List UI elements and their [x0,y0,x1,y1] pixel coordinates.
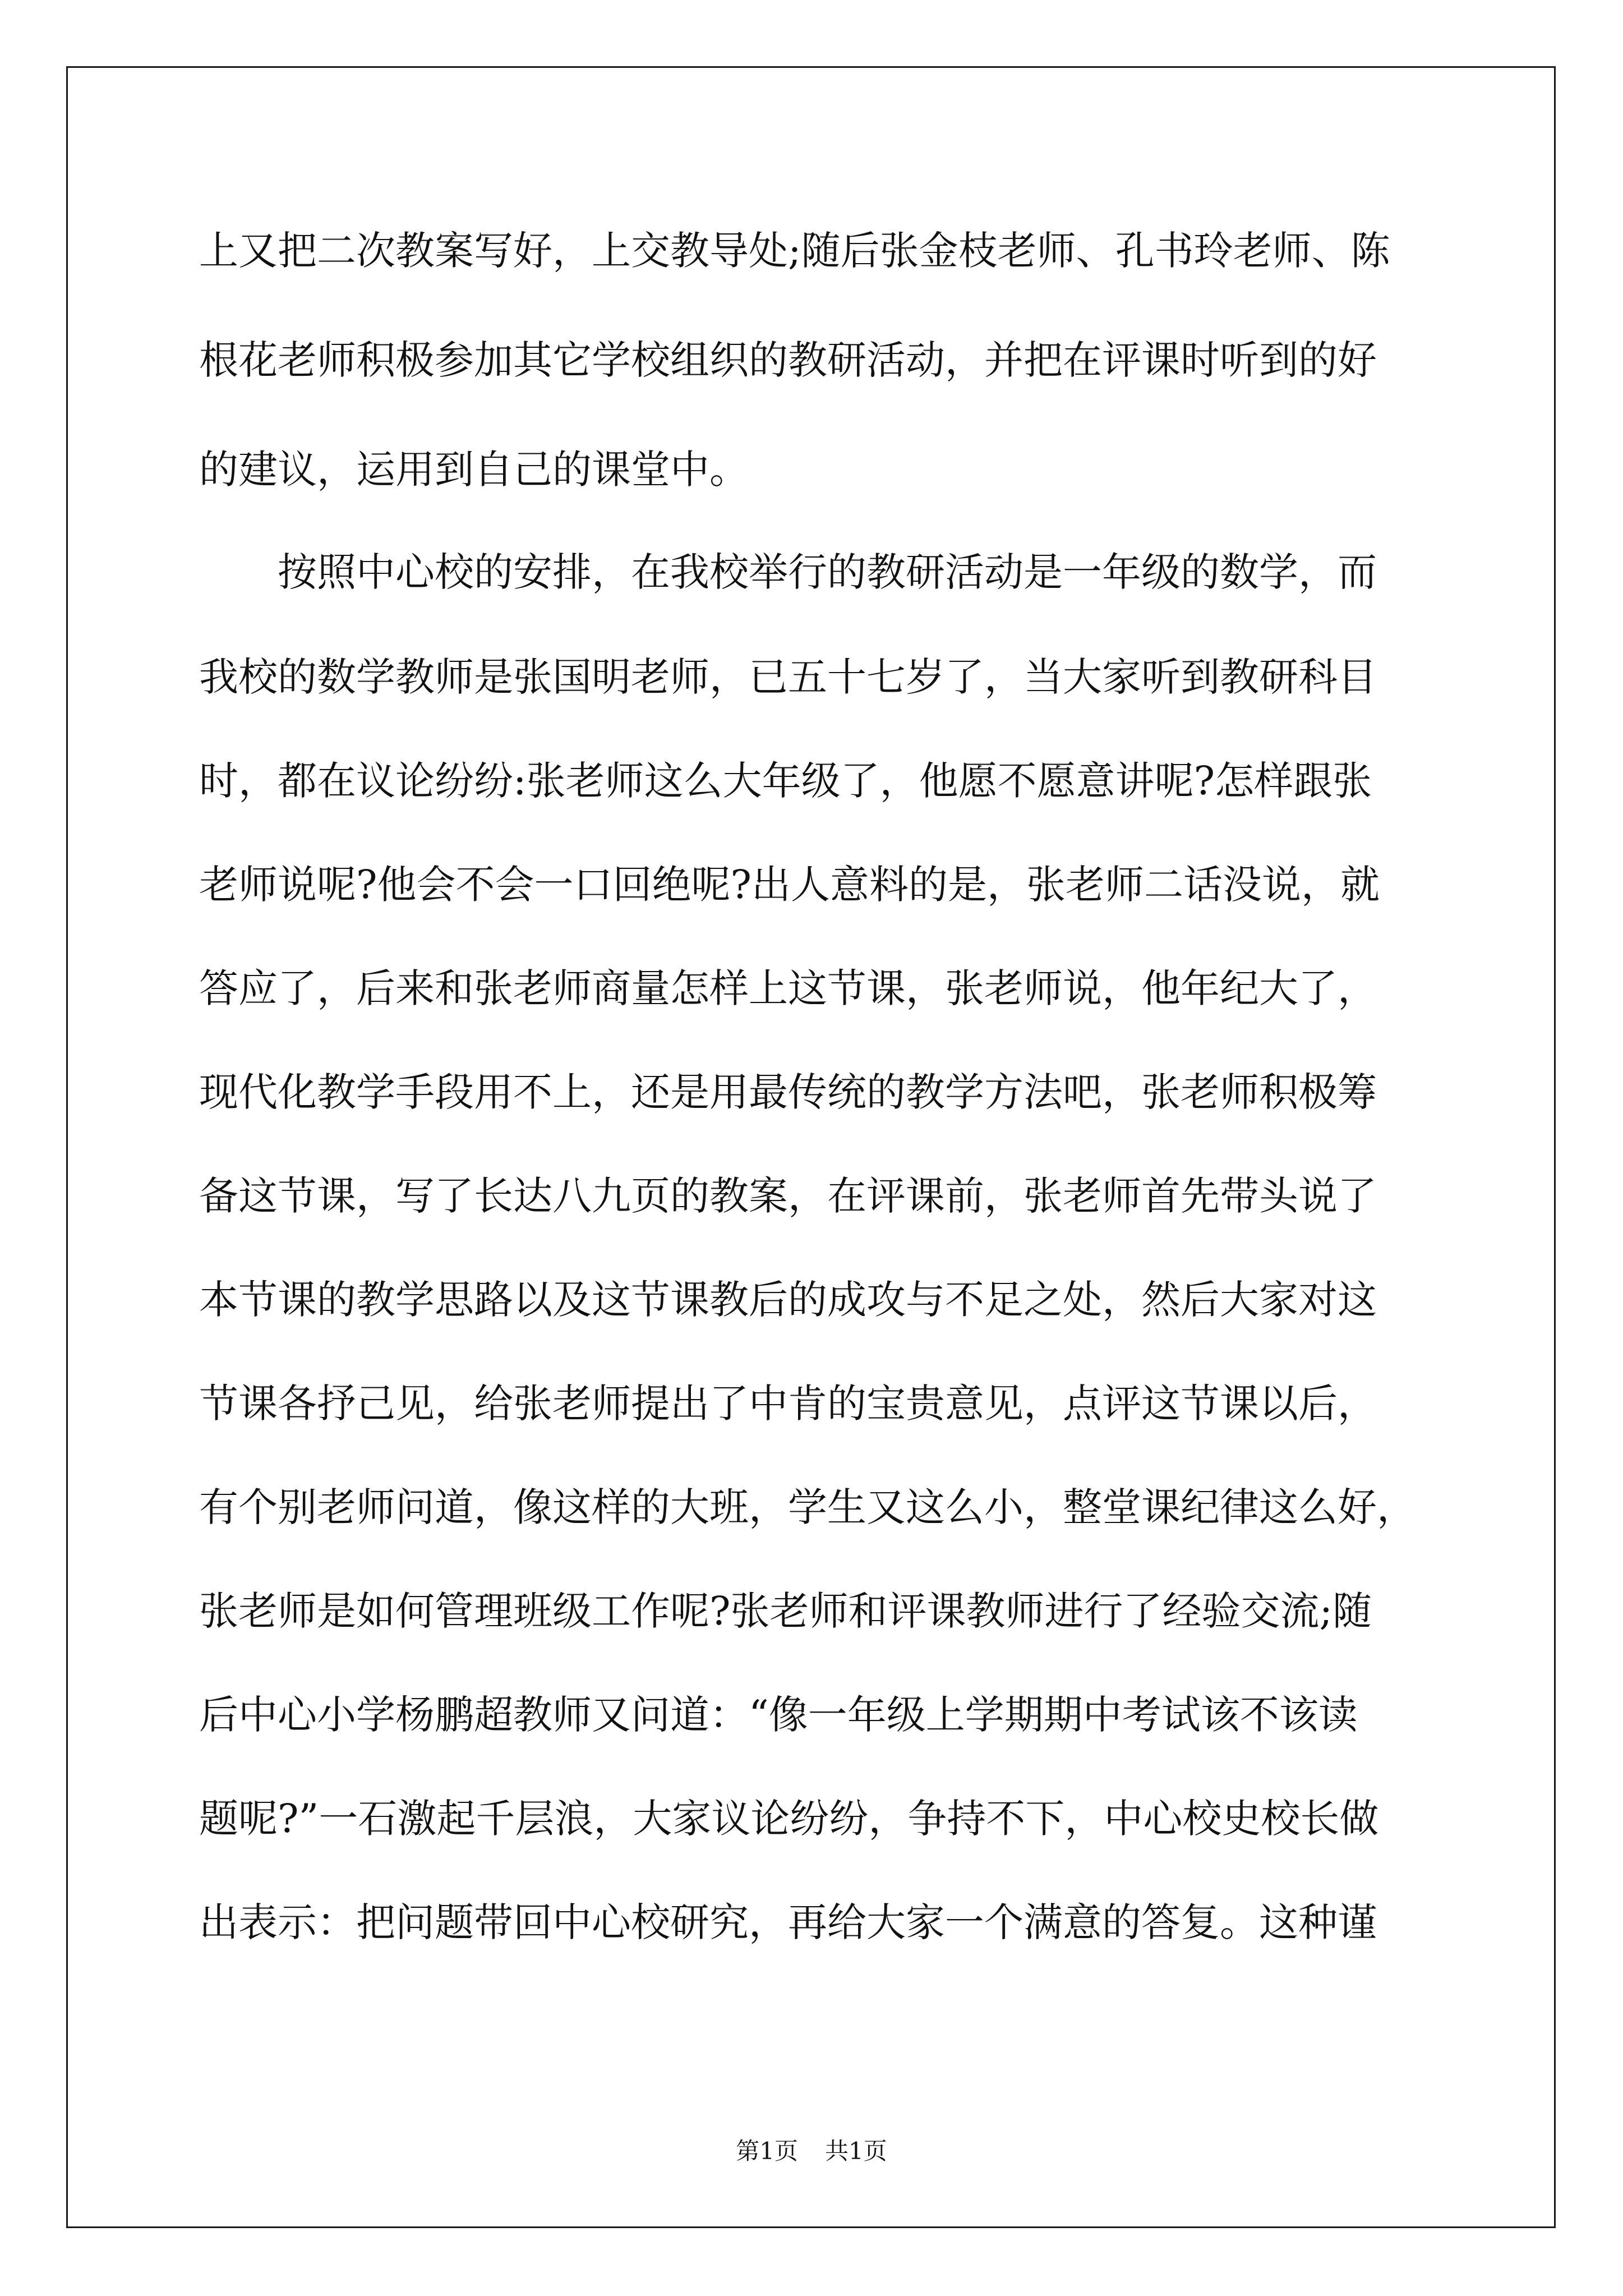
body-line-4: 按照中心校的安排，在我校举行的教研活动是一年级的数学，而 [278,549,1377,595]
body-line-13: 有个别老师问道，像这样的大班，学生又这么小，整堂课纪律这么好， [199,1484,1416,1530]
body-line-1: 上又把二次教案写好，上交教导处;随后张金枝老师、孔书玲老师、陈 [199,228,1390,274]
body-line-10: 备这节课，写了长达八九页的教案，在评课前，张老师首先带头说了 [199,1173,1377,1219]
body-line-8: 答应了，后来和张老师商量怎样上这节课，张老师说，他年纪大了， [199,965,1377,1011]
page-number: 第1页 [736,2137,798,2165]
body-line-16: 题呢?”一石激起千层浪，大家议论纷纷，争持不下，中心校史校长做 [199,1796,1379,1842]
body-line-12: 节课各抒己见，给张老师提出了中肯的宝贵意见，点评这节课以后， [199,1381,1377,1427]
body-line-7: 老师说呢?他会不会一口回绝呢?出人意料的是，张老师二话没说，就 [199,862,1380,908]
body-line-5: 我校的数学教师是张国明老师，已五十七岁了，当大家听到教研科目 [199,654,1377,700]
body-line-2: 根花老师积极参加其它学校组织的教研活动，并把在评课时听到的好 [199,337,1377,383]
page-footer [0,2134,1623,2168]
body-line-6: 时，都在议论纷纷:张老师这么大年级了，他愿不愿意讲呢?怎样跟张 [199,758,1372,804]
body-line-17: 出表示：把问题带回中心校研究，再给大家一个满意的答复。这种谨 [199,1899,1377,1945]
body-line-11: 本节课的教学思路以及这节课教后的成攻与不足之处，然后大家对这 [199,1277,1377,1323]
body-line-9: 现代化教学手段用不上，还是用最传统的教学方法吧，张老师积极筹 [199,1069,1377,1115]
page-total: 共1页 [825,2137,887,2165]
body-line-15: 后中心小学杨鹏超教师又问道：“像一年级上学期期中考试该不该读 [199,1692,1358,1738]
body-line-3: 的建议，运用到自己的课堂中。 [199,447,749,493]
body-line-14: 张老师是如何管理班级工作呢?张老师和评课教师进行了经验交流;随 [199,1588,1372,1634]
